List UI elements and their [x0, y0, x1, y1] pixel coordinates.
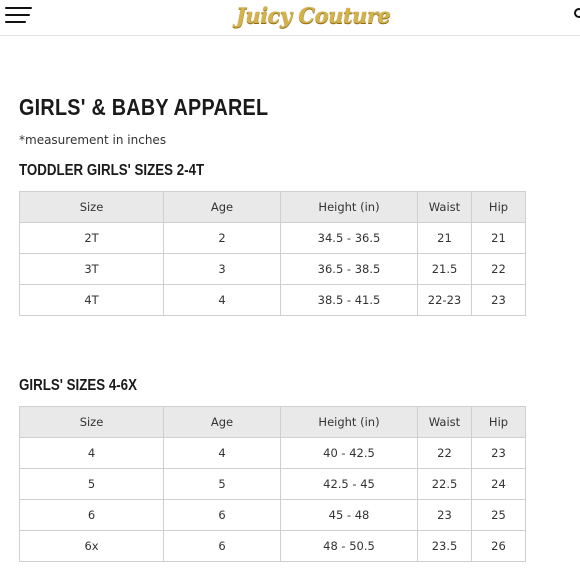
table-cell: 23: [472, 285, 526, 316]
table-cell: 23.5: [418, 531, 472, 562]
hamburger-menu-icon[interactable]: [5, 5, 32, 23]
header-cell: Height (in): [281, 192, 418, 223]
table-row: [20, 438, 526, 469]
table-cell: 36.5 - 38.5: [281, 254, 418, 285]
table-cell: 2: [164, 223, 281, 254]
table-cell: 4: [20, 438, 164, 469]
table-cell: 4: [164, 438, 281, 469]
table-cell: 26: [472, 531, 526, 562]
table-cell: 48 - 50.5: [281, 531, 418, 562]
table-cell: 3T: [20, 254, 164, 285]
table-row: [20, 500, 526, 531]
header-cell: Hip: [472, 407, 526, 438]
table-cell: 45 - 48: [281, 500, 418, 531]
table-cell: 25: [472, 500, 526, 531]
table-cell: 21: [418, 223, 472, 254]
table-cell: 34.5 - 36.5: [281, 223, 418, 254]
brand-logo[interactable]: Juicy Couture: [236, 3, 391, 28]
table-header-row: [20, 192, 526, 223]
header-cell: Size: [20, 407, 164, 438]
table-row: [20, 469, 526, 500]
table-cell: 4T: [20, 285, 164, 316]
table-cell: 21: [472, 223, 526, 254]
table-cell: 22-23: [418, 285, 472, 316]
table-cell: 40 - 42.5: [281, 438, 418, 469]
table-cell: 22.5: [418, 469, 472, 500]
menu-bar: [5, 21, 26, 23]
table-header-row: [20, 407, 526, 438]
table-cell: 42.5 - 45: [281, 469, 418, 500]
header-cell: Waist: [418, 407, 472, 438]
toddler-size-table: [19, 191, 526, 316]
table-cell: 2T: [20, 223, 164, 254]
table-cell: 4: [164, 285, 281, 316]
table-cell: 5: [164, 469, 281, 500]
table-row: [20, 254, 526, 285]
table-cell: 22: [472, 254, 526, 285]
header-cell: Age: [164, 192, 281, 223]
site-header: [0, 0, 580, 36]
girls-size-table: [19, 406, 526, 562]
table-cell: 6: [164, 500, 281, 531]
search-icon[interactable]: [574, 8, 580, 18]
page-title: GIRLS' & BABY APPAREL: [19, 94, 269, 120]
header-cell: Hip: [472, 192, 526, 223]
table-cell: 22: [418, 438, 472, 469]
table-row: [20, 223, 526, 254]
table-cell: 5: [20, 469, 164, 500]
menu-bar: [5, 14, 30, 16]
header-cell: Age: [164, 407, 281, 438]
table-cell: 3: [164, 254, 281, 285]
table-cell: 6x: [20, 531, 164, 562]
header-cell: Waist: [418, 192, 472, 223]
table-cell: 38.5 - 41.5: [281, 285, 418, 316]
menu-bar: [5, 7, 32, 9]
table-row: [20, 285, 526, 316]
table-cell: 23: [472, 438, 526, 469]
table-row: [20, 531, 526, 562]
table-cell: 6: [164, 531, 281, 562]
header-cell: Height (in): [281, 407, 418, 438]
measurement-note: *measurement in inches: [19, 133, 167, 147]
section-title-girls: GIRLS' SIZES 4-6X: [19, 377, 137, 394]
header-cell: Size: [20, 192, 164, 223]
section-title-toddler: TODDLER GIRLS' SIZES 2-4T: [19, 162, 205, 179]
table-cell: 24: [472, 469, 526, 500]
table-cell: 23: [418, 500, 472, 531]
table-cell: 6: [20, 500, 164, 531]
table-cell: 21.5: [418, 254, 472, 285]
